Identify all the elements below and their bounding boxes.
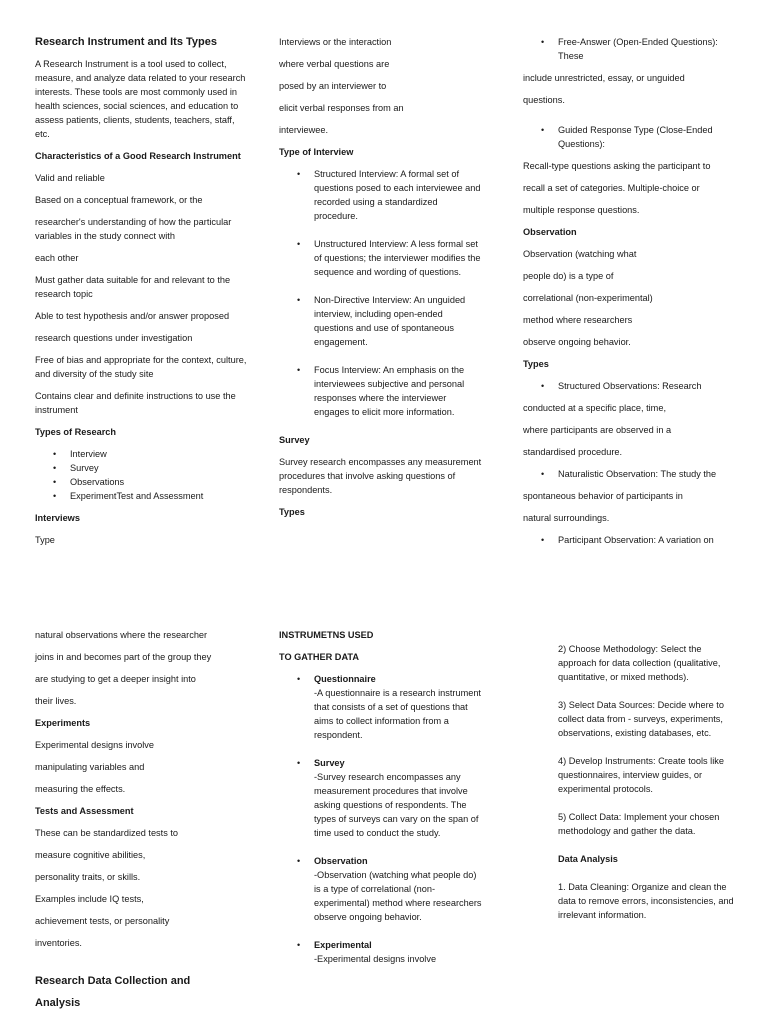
guided-line-2: recall a set of categories. Multiple-choice or — [523, 183, 700, 193]
survey-text: Survey research encompasses any measurement procedures that involve asking questions of respondents. — [279, 457, 482, 495]
characteristic-instructions: Contains clear and definite instructions to use the instrument — [35, 391, 236, 415]
instruments-heading-1: INSTRUMETNS USED — [279, 630, 374, 640]
type-of-interview-heading: Type of Interview — [279, 147, 354, 157]
step-3: 3) Select Data Sources: Decide where to collect data from - surveys, experiments, observations, existing databases, etc. — [558, 700, 724, 738]
tests-line-1: These can be standardized tests to — [35, 828, 179, 838]
interview-line-4: elicit verbal responses from an — [279, 103, 404, 113]
free-answer-line-1: include unrestricted, essay, or unguided — [523, 73, 685, 83]
instruments-list — [279, 672, 484, 966]
list-item: • Non-Directive Interview: An unguided interview, including open-ended questions and use of spontaneous engagement. — [279, 293, 484, 349]
list-item: • Free-Answer (Open-Ended Questions): These — [523, 35, 738, 63]
free-answer-list — [523, 35, 738, 63]
type-label: Type — [35, 535, 55, 545]
guided-line-3: multiple response questions. — [523, 205, 640, 215]
page-bottom — [0, 612, 768, 1024]
interview-line-2: where verbal questions are — [279, 59, 390, 69]
step-5: 5) Collect Data: Implement your chosen methodology and gather the data. — [558, 812, 720, 836]
observation-line-1: Observation (watching what — [523, 249, 637, 259]
list-item: • Observations — [35, 475, 250, 489]
column-6 — [558, 642, 738, 936]
list-item: • Participant Observation: A variation on — [523, 533, 738, 547]
structured-list — [523, 379, 738, 393]
interview-line-3: posed by an interviewer to — [279, 81, 387, 91]
characteristic-bias: Free of bias and appropriate for the context, culture, and diversity of the study site — [35, 355, 247, 379]
tests-line-4: Examples include IQ tests, — [35, 894, 144, 904]
characteristic-hypothesis-cont: research questions under investigation — [35, 333, 193, 343]
observation-line-2: people do) is a type of — [523, 271, 614, 281]
characteristics-heading: Characteristics of a Good Research Instrument — [35, 151, 241, 161]
observation-title: • Observation — [314, 856, 368, 866]
characteristic-framework-cont: researcher's understanding of how the particular variables in the study connect with — [35, 217, 232, 241]
step-4: 4) Develop Instruments: Create tools like questionnaires, interview guides, or experimental protocols. — [558, 756, 724, 794]
questionnaire-title: • Questionnaire — [314, 674, 376, 684]
data-analysis-heading: Data Analysis — [558, 854, 618, 864]
structured-line-2: where participants are observed in a — [523, 425, 672, 435]
participant-list — [523, 533, 738, 547]
column-3 — [523, 35, 738, 555]
questionnaire-text: -A questionnaire is a research instrument that consists of a set of questions that aims to collect information from a respondent. — [314, 688, 481, 740]
survey-heading: Survey — [279, 435, 310, 445]
experiments-line-2: manipulating variables and — [35, 762, 145, 772]
list-item — [279, 672, 484, 742]
participant-line-2: joins in and becomes part of the group they — [35, 652, 212, 662]
column-1 — [35, 35, 250, 555]
column-5 — [279, 628, 484, 980]
list-item: • Unstructured Interview: A less formal set of questions; the interviewer modifies the sequence and wording of questions. — [279, 237, 484, 279]
tests-line-2: measure cognitive abilities, — [35, 850, 146, 860]
experiments-heading: Experiments — [35, 718, 91, 728]
step-2: 2) Choose Methodology: Select the approach for data collection (qualitative, quantitative, or mixed methods). — [558, 644, 721, 682]
structured-line-1: conducted at a specific place, time, — [523, 403, 666, 413]
interviews-heading: Interviews — [35, 513, 80, 523]
observation-line-5: observe ongoing behavior. — [523, 337, 631, 347]
tests-heading: Tests and Assessment — [35, 806, 134, 816]
list-item — [279, 756, 484, 840]
column-2 — [279, 35, 484, 527]
observation-line-4: method where researchers — [523, 315, 633, 325]
section-heading-data-collection: Research Data Collection and — [35, 975, 191, 987]
tests-line-6: inventories. — [35, 938, 82, 948]
naturalistic-line-1: spontaneous behavior of participants in — [523, 491, 683, 501]
list-item: • Structured Observations: Research — [523, 379, 738, 393]
characteristic-framework-end: each other — [35, 253, 79, 263]
instruments-heading-2: TO GATHER DATA — [279, 652, 359, 662]
naturalistic-list — [523, 467, 738, 481]
guided-response-list — [523, 123, 738, 151]
list-item: • Interview — [35, 447, 250, 461]
observation-heading: Observation — [523, 227, 577, 237]
observation-line-3: correlational (non-experimental) — [523, 293, 653, 303]
survey-title: • Survey — [314, 758, 345, 768]
interview-line-1: Interviews or the interaction — [279, 37, 392, 47]
list-item: • Naturalistic Observation: The study the — [523, 467, 738, 481]
list-item: • Focus Interview: An emphasis on the interviewees subjective and personal responses where the interviewer engages to elicit more information. — [279, 363, 484, 419]
survey-types-heading: Types — [279, 507, 305, 517]
data-cleaning: 1. Data Cleaning: Organize and clean the data to remove errors, inconsistencies, and irrelevant information. — [558, 882, 734, 920]
free-answer-line-2: questions. — [523, 95, 565, 105]
participant-line-3: are studying to get a deeper insight into — [35, 674, 196, 684]
list-item: • ExperimentTest and Assessment — [35, 489, 250, 503]
list-item: • Guided Response Type (Close-Ended Questions): — [523, 123, 738, 151]
list-item: • Survey — [35, 461, 250, 475]
characteristic-valid: Valid and reliable — [35, 173, 105, 183]
tests-line-3: personality traits, or skills. — [35, 872, 141, 882]
interview-line-5: interviewee. — [279, 125, 329, 135]
characteristic-relevant: Must gather data suitable for and relevant to the research topic — [35, 275, 231, 299]
participant-line-4: their lives. — [35, 696, 77, 706]
doc-title: Research Instrument and Its Types — [35, 36, 217, 48]
types-list — [35, 447, 250, 503]
experimental-text: -Experimental designs involve — [314, 954, 437, 964]
characteristic-framework: Based on a conceptual framework, or the — [35, 195, 203, 205]
column-4 — [35, 628, 250, 1014]
characteristic-hypothesis: Able to test hypothesis and/or answer proposed — [35, 311, 230, 321]
experiments-line-3: measuring the effects. — [35, 784, 126, 794]
participant-line-1: natural observations where the researcher — [35, 630, 208, 640]
tests-line-5: achievement tests, or personality — [35, 916, 170, 926]
observation-text: -Observation (watching what people do) is a type of correlational (non-experimental) method where researchers observe ongoing behavior. — [314, 870, 482, 922]
survey-text: -Survey research encompasses any measurement procedures that involve asking questions of respondents. The types of surveys can vary on the span of time used to conduct the study. — [314, 772, 479, 838]
experiments-line-1: Experimental designs involve — [35, 740, 154, 750]
observation-types-heading: Types — [523, 359, 549, 369]
experimental-title: • Experimental — [314, 940, 372, 950]
list-item: • Structured Interview: A formal set of questions posed to each interviewee and recorded using a standardized procedure. — [279, 167, 484, 223]
structured-line-3: standardised procedure. — [523, 447, 623, 457]
types-heading: Types of Research — [35, 427, 117, 437]
guided-line-1: Recall-type questions asking the participant to — [523, 161, 711, 171]
section-heading-analysis: Analysis — [35, 997, 81, 1009]
list-item — [279, 938, 484, 966]
intro-paragraph: A Research Instrument is a tool used to collect, measure, and analyze data related to your research interests. These tools are most commonly used in health sciences, social sciences, and education to assess patients, clients, students, teachers, staff, etc. — [35, 59, 246, 139]
list-item — [279, 854, 484, 924]
naturalistic-line-2: natural surroundings. — [523, 513, 610, 523]
interview-types-list — [279, 167, 484, 419]
